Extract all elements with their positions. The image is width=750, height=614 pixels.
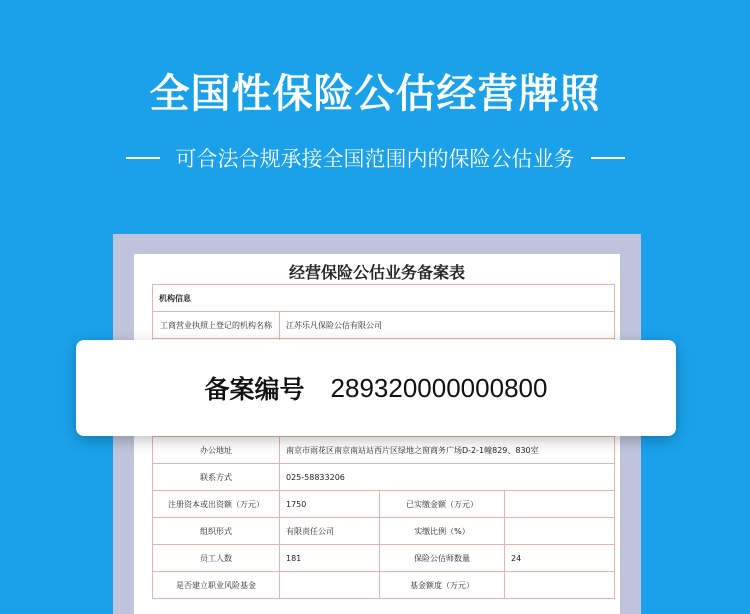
field-value [505, 572, 615, 599]
registration-label: 备案编号 [204, 375, 305, 404]
field-value [505, 518, 615, 545]
document-title: 经营保险公估业务备案表 [288, 263, 465, 282]
filing-table [152, 284, 615, 599]
section-header: 机构信息 [153, 285, 615, 312]
table-row [153, 464, 615, 491]
field-label: 保险公估师数量 [380, 545, 505, 572]
table-row [153, 518, 615, 545]
table-row [153, 312, 615, 339]
field-value [280, 572, 380, 599]
field-value [505, 491, 615, 518]
table-row [153, 491, 615, 518]
field-value: 025-58833206 [280, 464, 615, 491]
field-label: 联系方式 [153, 464, 280, 491]
table-row [153, 545, 615, 572]
table-row [153, 572, 615, 599]
left-divider [126, 157, 160, 159]
field-label: 办公地址 [153, 437, 280, 464]
registration-number: 289320000000800 [330, 372, 548, 403]
field-label: 组织形式 [153, 518, 280, 545]
field-label: 已实缴金额（万元） [380, 491, 505, 518]
field-value: 有限责任公司 [280, 518, 380, 545]
field-label: 基金额度（万元） [380, 572, 505, 599]
field-value: 181 [280, 545, 380, 572]
field-value: 江苏乐凡保险公估有限公司 [280, 312, 615, 339]
field-value: 1750 [280, 491, 380, 518]
field-value: 南京市雨花区南京南站站西片区绿地之窗商务广场D-2-1幢829、830室 [280, 437, 615, 464]
registration-number-card [76, 340, 676, 436]
table-row [153, 285, 615, 312]
field-label: 注册资本或出资额（万元） [153, 491, 280, 518]
page-title: 全国性保险公估经营牌照 [149, 71, 601, 117]
right-divider [591, 157, 625, 159]
subtitle-text: 可合法合规承接全国范围内的保险公估业务 [175, 147, 575, 171]
field-label: 实缴比例（%） [380, 518, 505, 545]
table-row [153, 437, 615, 464]
subtitle [0, 143, 750, 173]
field-value: 24 [505, 545, 615, 572]
field-label: 工商营业执照上登记的机构名称 [153, 312, 280, 339]
field-label: 员工人数 [153, 545, 280, 572]
field-label: 是否建立职业风险基金 [153, 572, 280, 599]
